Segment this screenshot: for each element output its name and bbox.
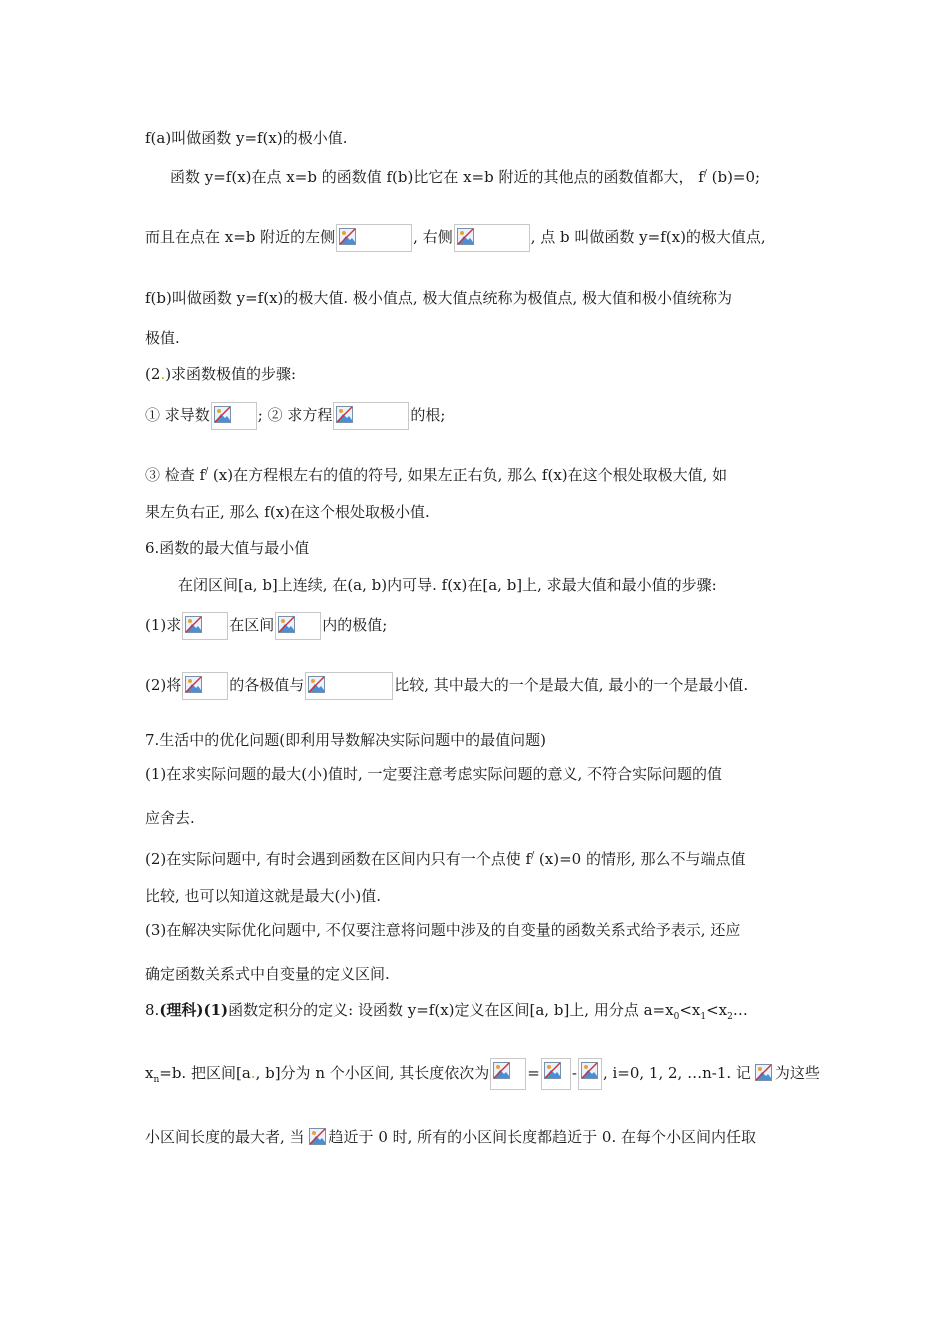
text: 内的极值; <box>322 616 388 634</box>
text: 函数 y=f(x)在点 x=b 的函数值 f(b)比它在 x=b 附近的其他点的函数值都大， f <box>170 168 704 186</box>
text-line <box>145 672 748 700</box>
text: , i=0, 1, 2, …n-1. 记 <box>602 1064 751 1082</box>
text-line <box>145 920 740 940</box>
text: <x <box>679 1001 701 1019</box>
text: =b. 把区间[a <box>159 1064 251 1082</box>
subscript: 2 <box>727 1012 733 1022</box>
text: 在区间 <box>229 616 275 634</box>
formula-image-icon <box>211 402 257 430</box>
text-line <box>145 808 195 828</box>
text-line <box>145 1124 756 1152</box>
formula-image-icon <box>333 402 409 430</box>
text: (2)在实际问题中, 有时会遇到函数在区间内只有一个点使 f <box>145 850 532 868</box>
formula-image-icon <box>182 612 228 640</box>
text-line <box>145 1000 748 1027</box>
text-line <box>145 462 727 485</box>
text-line <box>145 288 732 308</box>
text: 的根; <box>410 406 446 424</box>
text: - <box>571 1064 577 1082</box>
text: 函数定积分的定义: 设函数 y=f(x)定义在区间[a, b]上, 用分点 a=x <box>228 1001 674 1019</box>
text-line <box>145 502 430 522</box>
text: 比较, 也可以知道这就是最大(小)值. <box>145 887 382 905</box>
prime-mark: / <box>205 467 209 477</box>
text: (x)在方程根左右的值的符号, 如果左正右负, 那么 f(x)在这个根处取极大值, 如 <box>208 466 728 484</box>
text: (1)在求实际问题的最大(小)值时, 一定要注意考虑实际问题的意义, 不符合实际问题的值 <box>145 765 723 783</box>
text: f(b)叫做函数 y=f(x)的极大值. 极小值点, 极大值点统称为极值点, 极大值和极小值统称为 <box>145 289 732 307</box>
text: (1)求 <box>145 616 182 634</box>
text: 8. <box>145 1001 160 1019</box>
text: 7.生活中的优化问题(即利用导数解决实际问题中的最值问题) <box>145 731 547 749</box>
text-line <box>145 764 722 784</box>
formula-image-icon <box>752 1060 774 1088</box>
text: , 点 b 叫做函数 y=f(x)的极大值点, <box>530 228 766 246</box>
text: 确定函数关系式中自变量的定义区间. <box>145 965 390 983</box>
text: … <box>732 1001 748 1019</box>
formula-image-icon <box>306 1124 328 1152</box>
text-line <box>145 612 387 640</box>
prime-mark: / <box>703 169 707 179</box>
text: , 右侧 <box>413 228 453 246</box>
text-line <box>178 575 717 595</box>
text: (2 <box>145 365 161 383</box>
text: 应舍去. <box>145 809 195 827</box>
text-line <box>145 364 296 384</box>
formula-image-icon <box>275 612 321 640</box>
text: ① 求导数 <box>145 406 210 424</box>
text-line <box>145 128 348 148</box>
text-line <box>145 402 445 430</box>
text: f(a)叫做函数 y=f(x)的极小值. <box>145 129 348 147</box>
text: (理科) <box>159 1001 204 1019</box>
formula-image-icon <box>578 1058 602 1090</box>
text: (x)=0 的情形, 那么不与端点值 <box>534 850 746 868</box>
text: )求函数极值的步骤: <box>165 365 297 383</box>
text-line <box>145 224 766 252</box>
formula-image-icon <box>454 224 530 252</box>
stray-mark: . <box>250 1064 256 1082</box>
text-line <box>145 964 390 984</box>
subscript: n <box>153 1075 160 1085</box>
text: 而且在点在 x=b 附近的左侧 <box>145 228 336 246</box>
text: x <box>145 1064 154 1082</box>
text-line <box>145 886 381 906</box>
text: 比较, 其中最大的一个是最大值, 最小的一个是最小值. <box>394 676 749 694</box>
text-line <box>145 328 180 348</box>
stray-mark: . <box>160 365 166 383</box>
text: = <box>527 1064 540 1082</box>
text-line <box>145 846 746 869</box>
section-heading <box>145 730 546 750</box>
text: (2)将 <box>145 676 182 694</box>
text: 为这些 <box>774 1064 820 1082</box>
text: 极值. <box>145 329 180 347</box>
text: 趋近于 0 时, 所有的小区间长度都趋近于 0. 在每个小区间内任取 <box>328 1128 757 1146</box>
text: (1) <box>203 1001 229 1019</box>
formula-image-icon <box>305 672 393 700</box>
formula-image-icon <box>336 224 412 252</box>
text: <x <box>706 1001 728 1019</box>
formula-image-icon <box>182 672 228 700</box>
formula-image-icon <box>541 1058 571 1090</box>
text: ; ② 求方程 <box>257 406 333 424</box>
text: , b]分为 n 个小区间, 其长度依次为 <box>255 1064 490 1082</box>
subscript: 0 <box>673 1012 680 1022</box>
text-line <box>170 164 760 187</box>
text: 小区间长度的最大者, 当 <box>145 1128 305 1146</box>
text: ③ 检查 f <box>145 466 206 484</box>
section-heading <box>145 538 309 558</box>
text: 的各极值与 <box>229 676 305 694</box>
prime-mark: / <box>531 851 535 861</box>
subscript: 1 <box>700 1012 707 1022</box>
formula-image-icon <box>490 1058 526 1090</box>
text: (3)在解决实际优化问题中, 不仅要注意将问题中涉及的自变量的函数关系式给予表示, 还应 <box>145 921 741 939</box>
text: 6.函数的最大值与最小值 <box>145 539 310 557</box>
text: (b)=0; <box>706 168 761 186</box>
text: 在闭区间[a, b]上连续, 在(a, b)内可导. f(x)在[a, b]上, 求最大值和最小值的步骤: <box>178 576 717 594</box>
text-line <box>145 1058 820 1090</box>
text: 果左负右正, 那么 f(x)在这个根处取极小值. <box>145 503 430 521</box>
